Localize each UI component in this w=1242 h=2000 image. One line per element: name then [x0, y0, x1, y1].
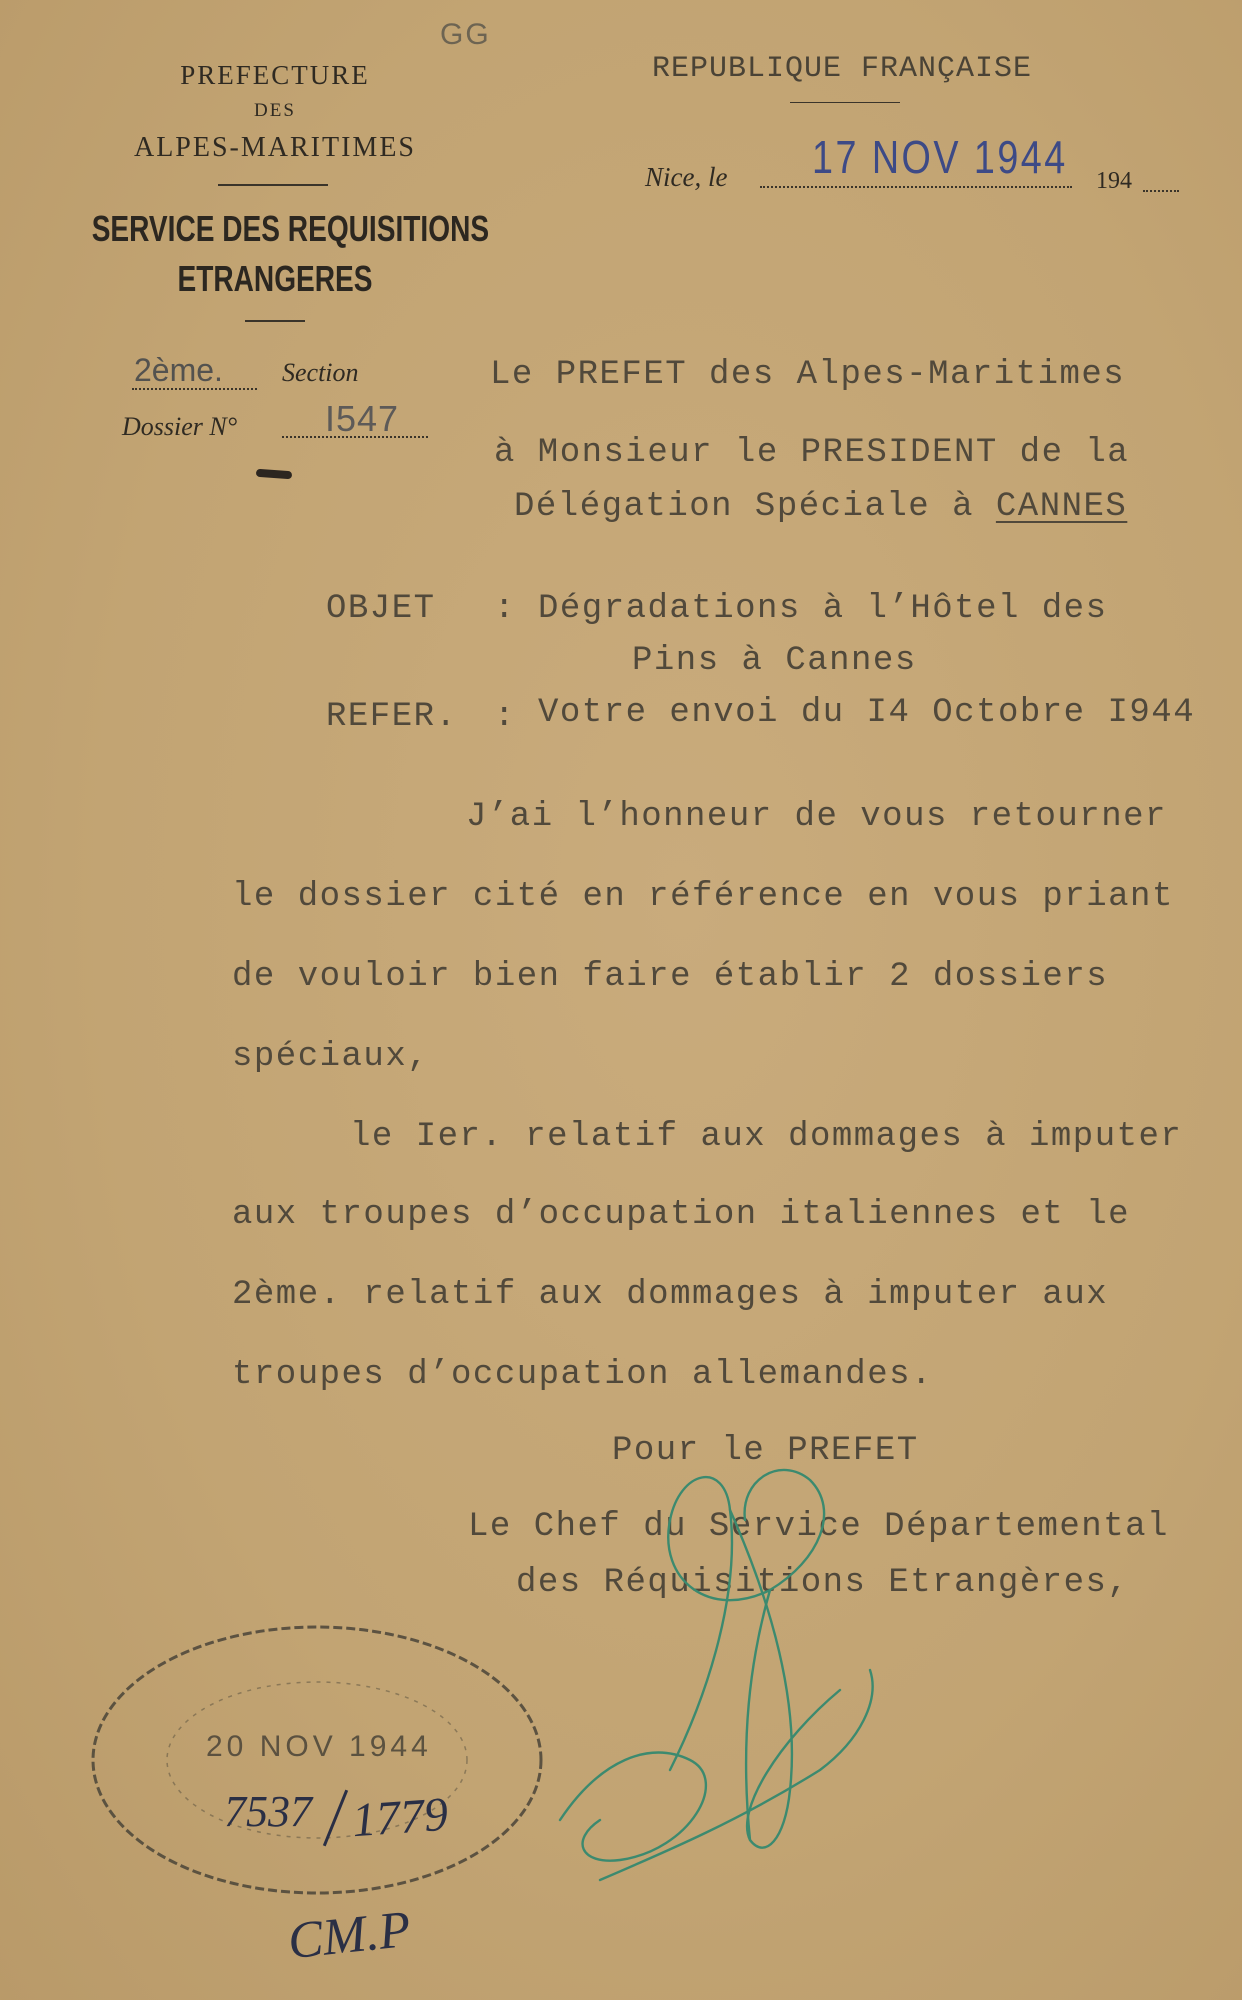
service-title-line1: SERVICE DES REQUISITIONS [91, 208, 490, 249]
addressee-line1: Le PREFET des Alpes-Maritimes [490, 356, 1126, 394]
body-line: de vouloir bien faire établir 2 dossiers [232, 958, 1109, 996]
year-prefix: 194 [1096, 168, 1132, 194]
ink-dash [256, 469, 292, 479]
refer-text: Votre envoi du I4 Octobre I944 [538, 694, 1196, 732]
service-title-line2: ETRANGERES [177, 258, 373, 299]
addressee-line3-prefix: Délégation Spéciale à [514, 488, 974, 526]
addressee-line2: à Monsieur le PRESIDENT de la [494, 434, 1130, 472]
body-line: 2ème. relatif aux dommages à imputer aux [232, 1276, 1109, 1314]
body-line: aux troupes d’occupation italiennes et le [232, 1196, 1131, 1234]
section-label: Section [282, 358, 359, 387]
handwritten-signature [540, 1440, 900, 1910]
department-name: ALPES-MARITIMES [133, 132, 416, 163]
handwritten-initials: CM.P [285, 1900, 414, 1971]
refer-separator: : [494, 698, 516, 736]
service-divider [245, 320, 305, 322]
place-label: Nice, le [645, 162, 728, 192]
stamp-handwritten-number: 1779 [350, 1787, 450, 1848]
corner-mark: GG [440, 18, 491, 51]
section-dotted-line [132, 388, 257, 390]
refer-label: REFER. [326, 698, 458, 736]
closing-line2: Le Chef du Service Départemental [468, 1508, 1169, 1546]
prefecture-des: DES [254, 100, 296, 121]
stamp-number: 7537 [224, 1787, 312, 1836]
body-line: troupes d’occupation allemandes. [232, 1356, 933, 1394]
body-line: spéciaux, [232, 1038, 430, 1076]
year-dotted-line [1143, 190, 1179, 192]
body-line: J’ai l’honneur de vous retourner [466, 798, 1167, 836]
closing-line3: des Réquisitions Etrangères, [516, 1564, 1130, 1602]
dossier-label: Dossier N° [122, 412, 238, 441]
date-dotted-line [760, 186, 1072, 188]
objet-separator: : [494, 590, 516, 628]
closing-line1: Pour le PREFET [612, 1432, 919, 1470]
section-value: 2ème. [134, 352, 223, 388]
objet-line2: Pins à Cannes [632, 642, 917, 680]
republic-heading: REPUBLIQUE FRANÇAISE [652, 52, 1033, 86]
objet-label: OBJET [326, 590, 436, 628]
objet-line1: Dégradations à l’Hôtel des [538, 590, 1108, 628]
body-line: le dossier cité en référence en vous priant [232, 878, 1174, 916]
header-divider [218, 184, 328, 186]
stamp-date: 20 NOV 1944 [206, 1730, 432, 1763]
body-line: le Ier. relatif aux dommages à imputer [350, 1118, 1183, 1156]
dossier-number: I547 [325, 398, 400, 439]
reception-stamp [86, 1618, 548, 1903]
prefecture-title: PREFECTURE [180, 60, 370, 90]
addressee-line3 [514, 488, 1127, 526]
republic-underline [790, 102, 900, 103]
date-stamp: 17 NOV 1944 [812, 131, 1068, 183]
addressee-city: CANNES [995, 488, 1128, 526]
